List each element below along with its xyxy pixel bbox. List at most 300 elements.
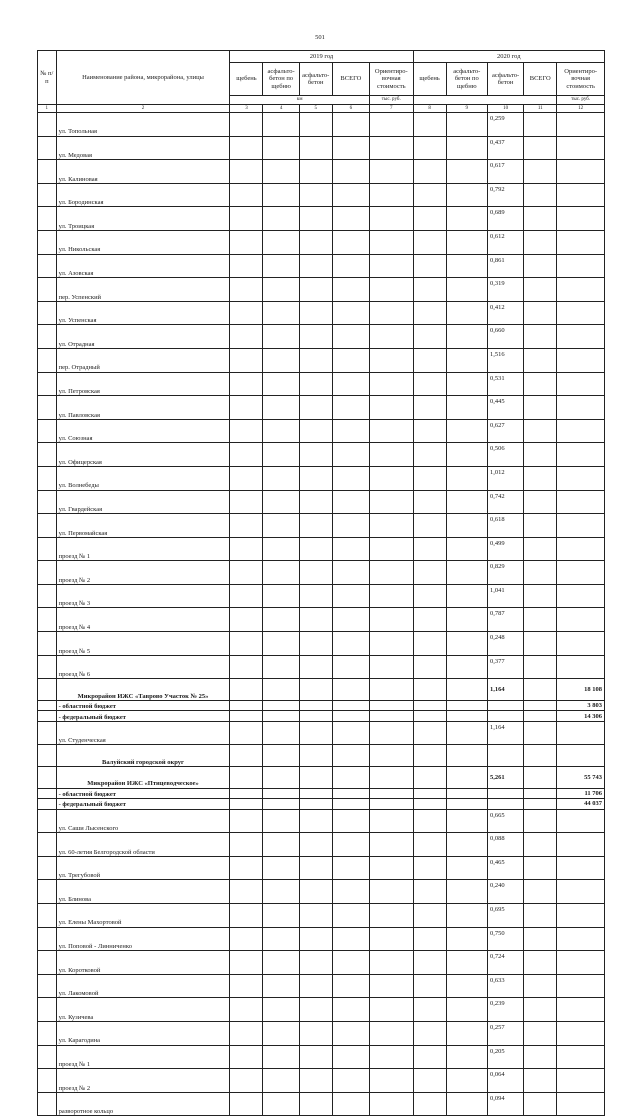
empty-cell (263, 348, 299, 372)
empty-cell (524, 561, 557, 585)
empty-cell (230, 537, 263, 561)
empty-cell (299, 904, 332, 928)
table-row (38, 1021, 605, 1045)
empty-cell (263, 1069, 299, 1093)
empty-cell (446, 490, 487, 514)
empty-cell (446, 372, 487, 396)
empty-cell (263, 561, 299, 585)
street-name-cell: разворотное кольцо (56, 1092, 230, 1116)
cost-2020-cell: 44 037 (557, 799, 605, 810)
empty-cell (446, 745, 487, 767)
empty-cell (370, 561, 414, 585)
empty-cell (38, 396, 57, 420)
empty-cell (332, 632, 369, 656)
empty-cell (299, 254, 332, 278)
empty-cell (413, 632, 446, 656)
empty-cell (332, 998, 369, 1022)
cost-2020-cell (557, 809, 605, 833)
empty-cell (263, 951, 299, 975)
asphalt-2020-cell: 0,695 (487, 904, 523, 928)
empty-cell (38, 443, 57, 467)
cost-2020-cell (557, 632, 605, 656)
empty-cell (413, 788, 446, 799)
col-num: 9 (446, 105, 487, 113)
empty-cell (332, 490, 369, 514)
asphalt-2020-cell: 0,689 (487, 207, 523, 231)
empty-cell (413, 856, 446, 880)
empty-cell (332, 711, 369, 722)
street-name-cell: ул. Отрадная (56, 325, 230, 349)
unit-km-2020 (413, 96, 557, 105)
empty-cell (370, 490, 414, 514)
street-name-cell: ул. Блинова (56, 880, 230, 904)
empty-cell (413, 514, 446, 538)
empty-cell (263, 301, 299, 325)
asphalt-2020-cell: 0,618 (487, 514, 523, 538)
asphalt-2020-cell: 0,617 (487, 160, 523, 184)
table-body (38, 113, 605, 1116)
empty-cell (263, 113, 299, 137)
empty-cell (524, 325, 557, 349)
empty-cell (38, 325, 57, 349)
empty-cell (263, 396, 299, 420)
empty-cell (370, 998, 414, 1022)
empty-cell (413, 160, 446, 184)
empty-cell (446, 679, 487, 701)
empty-cell (413, 711, 446, 722)
empty-cell (332, 183, 369, 207)
empty-cell (299, 443, 332, 467)
empty-cell (524, 160, 557, 184)
empty-cell (263, 974, 299, 998)
empty-cell (263, 700, 299, 711)
empty-cell (524, 537, 557, 561)
empty-cell (230, 1092, 263, 1116)
empty-cell (446, 700, 487, 711)
empty-cell (370, 767, 414, 789)
empty-cell (370, 608, 414, 632)
empty-cell (446, 230, 487, 254)
table-row (38, 632, 605, 656)
empty-cell (524, 372, 557, 396)
empty-cell (332, 561, 369, 585)
empty-cell (524, 419, 557, 443)
empty-cell (332, 1069, 369, 1093)
asphalt-2020-cell: 0,627 (487, 419, 523, 443)
empty-cell (332, 1021, 369, 1045)
empty-cell (263, 880, 299, 904)
empty-cell (413, 998, 446, 1022)
empty-cell (230, 799, 263, 810)
sub-gravel-2020: щебень (413, 63, 446, 96)
sub-total-2020: ВСЕГО (524, 63, 557, 96)
empty-cell (263, 183, 299, 207)
empty-cell (299, 278, 332, 302)
col-num: 1 (38, 105, 57, 113)
empty-cell (38, 537, 57, 561)
asphalt-2020-cell: 1,041 (487, 584, 523, 608)
empty-cell (446, 113, 487, 137)
empty-cell (38, 608, 57, 632)
col-num: 10 (487, 105, 523, 113)
empty-cell (230, 254, 263, 278)
sub-asphalt-gravel-2020: асфальто-бетон по щебню (446, 63, 487, 96)
table-row (38, 679, 605, 701)
empty-cell (299, 584, 332, 608)
empty-cell (38, 655, 57, 679)
empty-cell (524, 1045, 557, 1069)
col-num: 8 (413, 105, 446, 113)
empty-cell (413, 301, 446, 325)
empty-cell (230, 490, 263, 514)
empty-cell (299, 655, 332, 679)
empty-cell (263, 856, 299, 880)
empty-cell (446, 136, 487, 160)
empty-cell (446, 584, 487, 608)
empty-cell (230, 301, 263, 325)
empty-cell (446, 927, 487, 951)
empty-cell (38, 561, 57, 585)
empty-cell (332, 466, 369, 490)
empty-cell (230, 443, 263, 467)
table-row (38, 951, 605, 975)
empty-cell (230, 325, 263, 349)
street-name-cell: - федеральный бюджет (56, 711, 230, 722)
empty-cell (230, 207, 263, 231)
asphalt-2020-cell (487, 799, 523, 810)
empty-cell (524, 608, 557, 632)
empty-cell (332, 514, 369, 538)
empty-cell (263, 514, 299, 538)
empty-cell (446, 721, 487, 745)
empty-cell (332, 951, 369, 975)
empty-cell (38, 1021, 57, 1045)
empty-cell (263, 537, 299, 561)
empty-cell (230, 608, 263, 632)
empty-cell (38, 904, 57, 928)
table-row (38, 904, 605, 928)
empty-cell (230, 419, 263, 443)
empty-cell (299, 721, 332, 745)
table-row (38, 998, 605, 1022)
empty-cell (332, 1092, 369, 1116)
cost-2020-cell (557, 1021, 605, 1045)
empty-cell (38, 207, 57, 231)
sub-asphalt-2019: асфальто-бетон (299, 63, 332, 96)
empty-cell (370, 833, 414, 857)
table-row (38, 514, 605, 538)
empty-cell (370, 974, 414, 998)
empty-cell (370, 113, 414, 137)
empty-cell (38, 767, 57, 789)
asphalt-2020-cell: 0,499 (487, 537, 523, 561)
empty-cell (332, 880, 369, 904)
empty-cell (230, 721, 263, 745)
empty-cell (299, 1045, 332, 1069)
empty-cell (413, 745, 446, 767)
cost-2020-cell (557, 561, 605, 585)
empty-cell (263, 254, 299, 278)
asphalt-2020-cell: 0,377 (487, 655, 523, 679)
empty-cell (446, 833, 487, 857)
empty-cell (230, 679, 263, 701)
empty-cell (299, 490, 332, 514)
street-name-cell: ул. Поповой - Линниченко (56, 927, 230, 951)
asphalt-2020-cell (487, 711, 523, 722)
empty-cell (332, 160, 369, 184)
empty-cell (413, 466, 446, 490)
col-number-header: № п/п (38, 51, 57, 105)
empty-cell (38, 348, 57, 372)
empty-cell (370, 856, 414, 880)
empty-cell (524, 655, 557, 679)
empty-cell (38, 372, 57, 396)
cost-2020-cell (557, 443, 605, 467)
empty-cell (38, 833, 57, 857)
empty-cell (299, 136, 332, 160)
empty-cell (370, 254, 414, 278)
empty-cell (38, 490, 57, 514)
empty-cell (413, 490, 446, 514)
empty-cell (38, 230, 57, 254)
asphalt-2020-cell: 1,164 (487, 679, 523, 701)
empty-cell (263, 767, 299, 789)
empty-cell (332, 278, 369, 302)
empty-cell (524, 254, 557, 278)
street-name-cell: ул. 60-летия Белгородской области (56, 833, 230, 857)
asphalt-2020-cell: 0,094 (487, 1092, 523, 1116)
street-name-cell: Микрорайон ИЖС «Птицеводческое» (56, 767, 230, 789)
empty-cell (446, 1069, 487, 1093)
empty-cell (299, 809, 332, 833)
empty-cell (230, 927, 263, 951)
empty-cell (230, 655, 263, 679)
cost-2020-cell (557, 419, 605, 443)
empty-cell (299, 927, 332, 951)
asphalt-2020-cell: 0,612 (487, 230, 523, 254)
empty-cell (263, 632, 299, 656)
empty-cell (332, 419, 369, 443)
empty-cell (370, 951, 414, 975)
empty-cell (230, 745, 263, 767)
empty-cell (446, 466, 487, 490)
empty-cell (299, 466, 332, 490)
table-row (38, 325, 605, 349)
empty-cell (370, 207, 414, 231)
empty-cell (299, 113, 332, 137)
empty-cell (524, 1069, 557, 1093)
empty-cell (332, 700, 369, 711)
empty-cell (38, 711, 57, 722)
empty-cell (446, 1092, 487, 1116)
empty-cell (263, 788, 299, 799)
street-name-cell: - областной бюджет (56, 700, 230, 711)
empty-cell (446, 655, 487, 679)
col-num: 2 (56, 105, 230, 113)
cost-2020-cell (557, 655, 605, 679)
empty-cell (370, 396, 414, 420)
col-num: 6 (332, 105, 369, 113)
asphalt-2020-cell: 0,665 (487, 809, 523, 833)
empty-cell (332, 833, 369, 857)
empty-cell (332, 1045, 369, 1069)
empty-cell (370, 183, 414, 207)
empty-cell (370, 788, 414, 799)
empty-cell (370, 584, 414, 608)
sub-gravel-2019: щебень (230, 63, 263, 96)
asphalt-2020-cell: 0,792 (487, 183, 523, 207)
cost-2020-cell: 3 803 (557, 700, 605, 711)
empty-cell (524, 1092, 557, 1116)
empty-cell (446, 809, 487, 833)
empty-cell (332, 927, 369, 951)
empty-cell (446, 974, 487, 998)
empty-cell (299, 160, 332, 184)
table-row (38, 974, 605, 998)
street-name-cell: ул. Студенческая (56, 721, 230, 745)
empty-cell (38, 1045, 57, 1069)
empty-cell (299, 799, 332, 810)
empty-cell (332, 809, 369, 833)
empty-cell (299, 856, 332, 880)
empty-cell (446, 951, 487, 975)
empty-cell (524, 721, 557, 745)
empty-cell (299, 608, 332, 632)
cost-2020-cell (557, 160, 605, 184)
empty-cell (446, 254, 487, 278)
sub-total-2019: ВСЕГО (332, 63, 369, 96)
empty-cell (332, 254, 369, 278)
empty-cell (263, 833, 299, 857)
empty-cell (446, 396, 487, 420)
empty-cell (524, 466, 557, 490)
street-name-cell: ул. Кузичева (56, 998, 230, 1022)
street-name-cell: ул. Саши Лысенского (56, 809, 230, 833)
cost-2020-cell: 18 108 (557, 679, 605, 701)
cost-2020-cell (557, 207, 605, 231)
empty-cell (413, 183, 446, 207)
empty-cell (263, 721, 299, 745)
table-row (38, 767, 605, 789)
empty-cell (413, 561, 446, 585)
empty-cell (524, 799, 557, 810)
empty-cell (413, 927, 446, 951)
empty-cell (413, 443, 446, 467)
asphalt-2020-cell: 0,829 (487, 561, 523, 585)
empty-cell (413, 278, 446, 302)
empty-cell (413, 767, 446, 789)
asphalt-2020-cell: 0,724 (487, 951, 523, 975)
empty-cell (370, 679, 414, 701)
empty-cell (370, 809, 414, 833)
empty-cell (370, 443, 414, 467)
empty-cell (370, 466, 414, 490)
empty-cell (524, 856, 557, 880)
cost-2020-cell (557, 974, 605, 998)
street-name-cell: проезд № 3 (56, 584, 230, 608)
asphalt-2020-cell (487, 788, 523, 799)
street-name-cell: - областной бюджет (56, 788, 230, 799)
empty-cell (38, 584, 57, 608)
cost-2020-cell (557, 230, 605, 254)
col-num: 3 (230, 105, 263, 113)
asphalt-2020-cell: 0,465 (487, 856, 523, 880)
empty-cell (263, 927, 299, 951)
empty-cell (299, 974, 332, 998)
empty-cell (413, 809, 446, 833)
empty-cell (413, 1069, 446, 1093)
empty-cell (413, 419, 446, 443)
empty-cell (299, 348, 332, 372)
empty-cell (446, 537, 487, 561)
table-row (38, 443, 605, 467)
empty-cell (299, 372, 332, 396)
table-row (38, 561, 605, 585)
street-name-cell: пер. Отрадный (56, 348, 230, 372)
table-row (38, 721, 605, 745)
col-num: 7 (370, 105, 414, 113)
cost-2020-cell (557, 490, 605, 514)
empty-cell (332, 904, 369, 928)
empty-cell (332, 136, 369, 160)
empty-cell (370, 927, 414, 951)
sub-cost-2020: Ориентиро-вочная стоимость (557, 63, 605, 96)
empty-cell (38, 278, 57, 302)
cost-2020-cell (557, 833, 605, 857)
asphalt-2020-cell: 0,259 (487, 113, 523, 137)
table-row (38, 880, 605, 904)
empty-cell (299, 514, 332, 538)
empty-cell (370, 1045, 414, 1069)
table-row (38, 396, 605, 420)
cost-2020-cell (557, 998, 605, 1022)
empty-cell (332, 745, 369, 767)
empty-cell (446, 278, 487, 302)
empty-cell (370, 419, 414, 443)
empty-cell (263, 230, 299, 254)
street-name-cell: ул. Павловская (56, 396, 230, 420)
col-num: 11 (524, 105, 557, 113)
table-row (38, 160, 605, 184)
cost-2020-cell (557, 584, 605, 608)
empty-cell (446, 880, 487, 904)
empty-cell (263, 372, 299, 396)
street-name-cell: ул. Лакомовой (56, 974, 230, 998)
empty-cell (38, 679, 57, 701)
empty-cell (446, 856, 487, 880)
asphalt-2020-cell: 0,861 (487, 254, 523, 278)
empty-cell (263, 655, 299, 679)
empty-cell (446, 160, 487, 184)
asphalt-2020-cell: 1,516 (487, 348, 523, 372)
empty-cell (38, 951, 57, 975)
cost-2020-cell (557, 325, 605, 349)
empty-cell (446, 767, 487, 789)
cost-2020-cell (557, 721, 605, 745)
empty-cell (413, 1045, 446, 1069)
empty-cell (413, 700, 446, 711)
empty-cell (263, 584, 299, 608)
empty-cell (263, 679, 299, 701)
empty-cell (446, 301, 487, 325)
page-number: 501 (315, 34, 325, 41)
empty-cell (263, 998, 299, 1022)
empty-cell (299, 1021, 332, 1045)
empty-cell (230, 788, 263, 799)
asphalt-2020-cell: 0,742 (487, 490, 523, 514)
empty-cell (524, 711, 557, 722)
empty-cell (38, 880, 57, 904)
